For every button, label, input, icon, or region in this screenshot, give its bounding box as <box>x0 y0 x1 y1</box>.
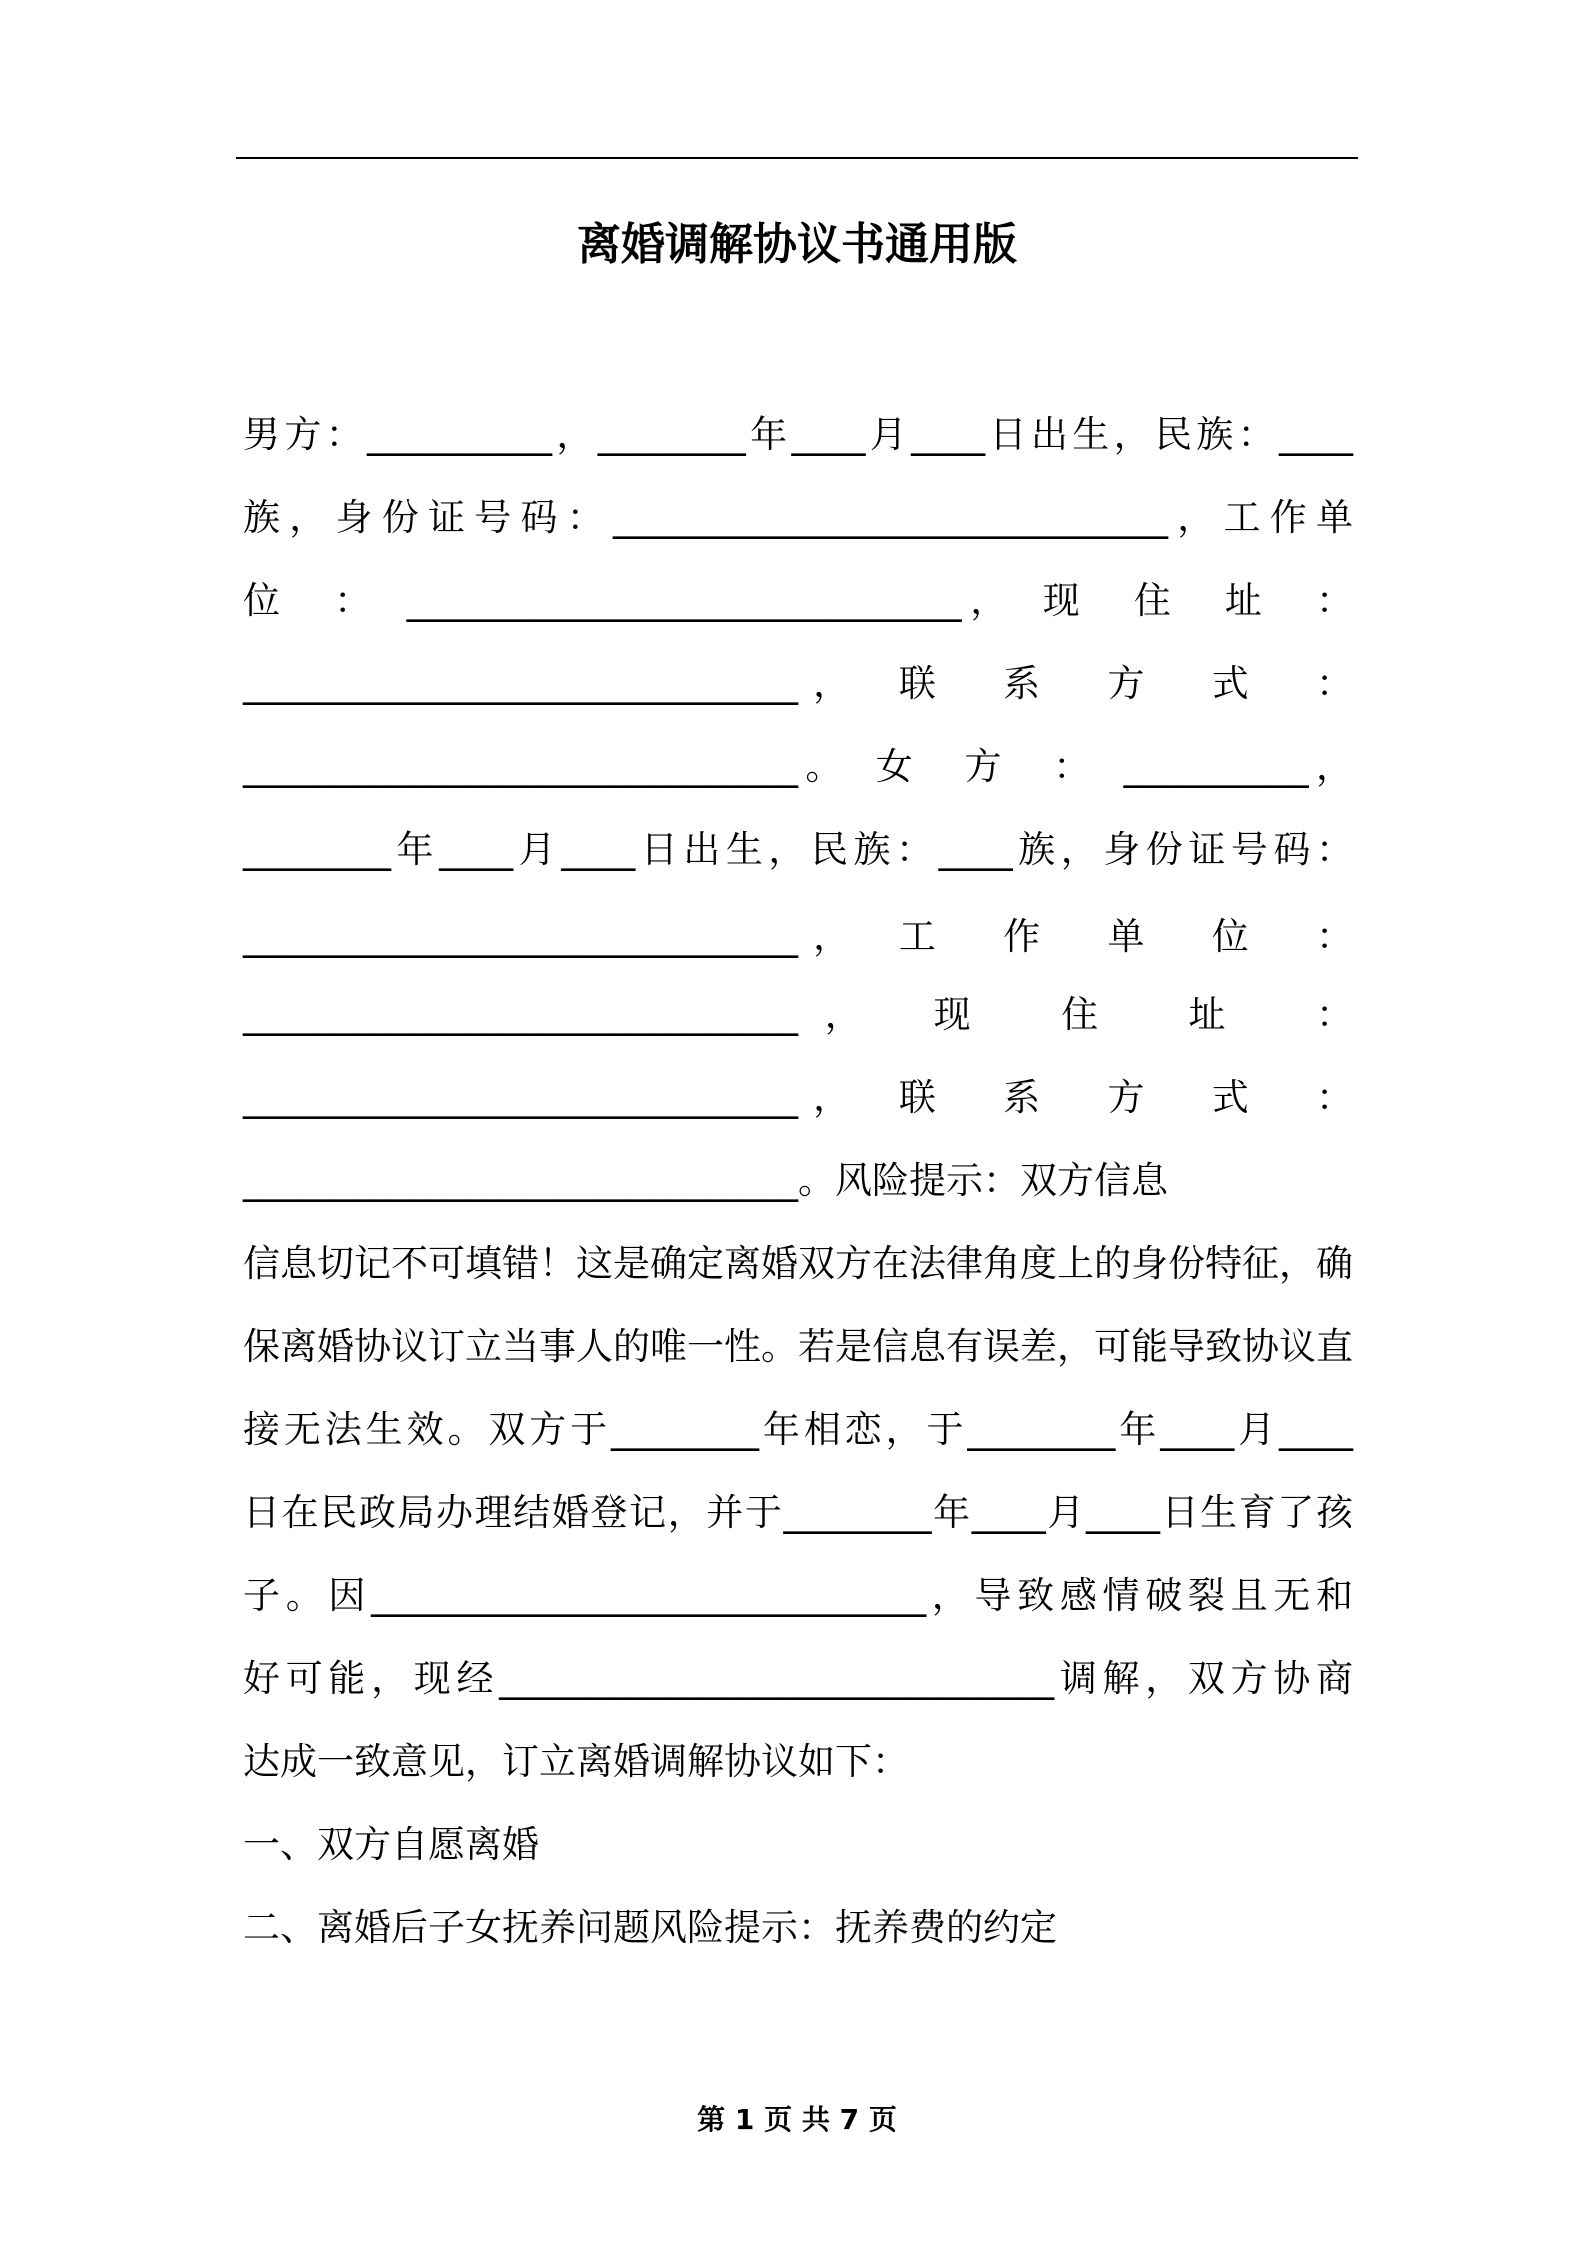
page-number: 第 1 页 共 7 页 <box>697 2103 897 2136</box>
document-title: 离婚调解协议书通用版 <box>577 219 1017 270</box>
body-line: 接无法生效。双方于________年相恋，于________年____月____ <box>243 1408 1353 1451</box>
body-line: ______________________________， 现 住 址 ： <box>243 993 1353 1036</box>
body-line: ________年____月____日出生，民族：____族，身份证号码： <box>243 828 1353 871</box>
body-line: 男方：__________，________年____月____日出生，民族：____ <box>243 413 1353 456</box>
body-line: 保离婚协议订立当事人的唯一性。若是信息有误差，可能导致协议直 <box>243 1325 1353 1368</box>
body-line: ______________________________。 女 方 ： __________， <box>243 745 1353 788</box>
body-line: ______________________________。风险提示：双方信息 <box>243 1159 1168 1202</box>
section-heading: 一、双方自愿离婚 <box>243 1823 539 1866</box>
body-line: 达成一致意见，订立离婚调解协议如下： <box>243 1740 909 1783</box>
body-line: 好可能，现经______________________________调解，双方协商 <box>243 1657 1353 1700</box>
header-rule <box>236 157 1358 159</box>
body-line: ______________________________， 工 作 单 位 ： <box>243 915 1353 958</box>
body-line: ______________________________， 联 系 方 式 ： <box>243 662 1353 705</box>
body-line: 子。因______________________________，导致感情破裂且无和 <box>243 1574 1353 1617</box>
body-line: 日在民政局办理结婚登记，并于________年____月____日生育了孩 <box>243 1491 1353 1534</box>
body-line: ______________________________， 联 系 方 式 ： <box>243 1076 1353 1119</box>
body-line: 位 ： ______________________________， 现 住 址 ： <box>243 579 1353 622</box>
body-line: 信息切记不可填错！这是确定离婚双方在法律角度上的身份特征，确 <box>243 1242 1353 1285</box>
section-heading: 二、离婚后子女抚养问题风险提示：抚养费的约定 <box>243 1906 1057 1949</box>
document-body <box>243 405 1353 2025</box>
body-line: 族，身份证号码：______________________________，工作单 <box>243 496 1353 539</box>
